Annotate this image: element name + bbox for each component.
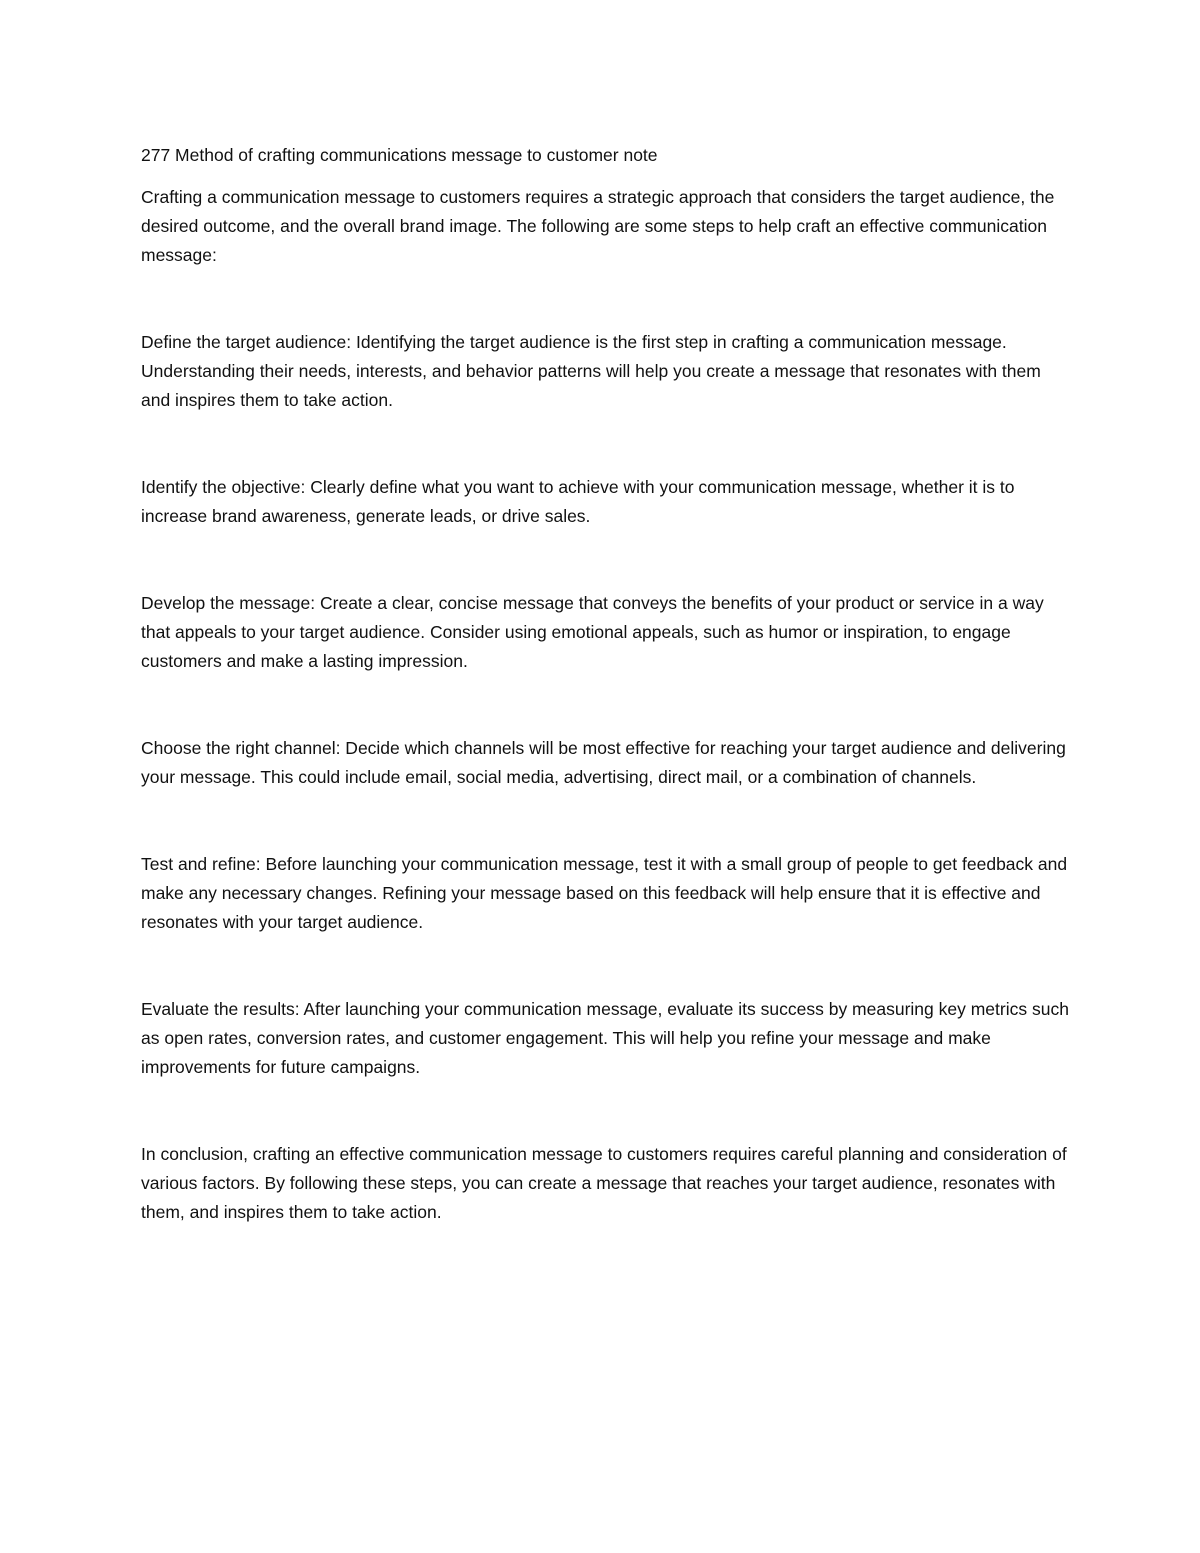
conclusion-paragraph: In conclusion, crafting an effective communication message to customers requires careful planning and consideration of various factors. By following these steps, you can create a message that reaches your target audience, resonates with them, and inspires them to take action. bbox=[141, 1144, 1067, 1222]
document-body bbox=[141, 141, 1071, 1227]
step-test-refine: Test and refine: Before launching your communication message, test it with a small group of people to get feedback and make any necessary changes. Refining your message based on this feedback will help ensure that it is effective and resonates with your target audience. bbox=[141, 854, 1068, 932]
step-develop-message: Develop the message: Create a clear, concise message that conveys the benefits of your product or service in a way that appeals to your target audience. Consider using emotional appeals, such as humor or inspiration, to engage customers and make a lasting impression. bbox=[141, 593, 1044, 671]
document-title: 277 Method of crafting communications message to customer note bbox=[141, 145, 658, 165]
step-evaluate-results: Evaluate the results: After launching your communication message, evaluate its success by measuring key metrics such as open rates, conversion rates, and customer engagement. This will help you refine your message and make improvements for future campaigns. bbox=[141, 999, 1069, 1077]
step-define-audience: Define the target audience: Identifying the target audience is the first step in crafting a communication message. Understanding their needs, interests, and behavior patterns will help you create a message that resonates with them and inspires them to take action. bbox=[141, 332, 1041, 410]
step-choose-channel: Choose the right channel: Decide which channels will be most effective for reaching your target audience and delivering your message. This could include email, social media, advertising, direct mail, or a combination of channels. bbox=[141, 738, 1066, 787]
intro-paragraph: Crafting a communication message to customers requires a strategic approach that considers the target audience, the desired outcome, and the overall brand image. The following are some steps to help craft an effective communication message: bbox=[141, 187, 1055, 265]
step-identify-objective: Identify the objective: Clearly define what you want to achieve with your communication message, whether it is to increase brand awareness, generate leads, or drive sales. bbox=[141, 477, 1015, 526]
